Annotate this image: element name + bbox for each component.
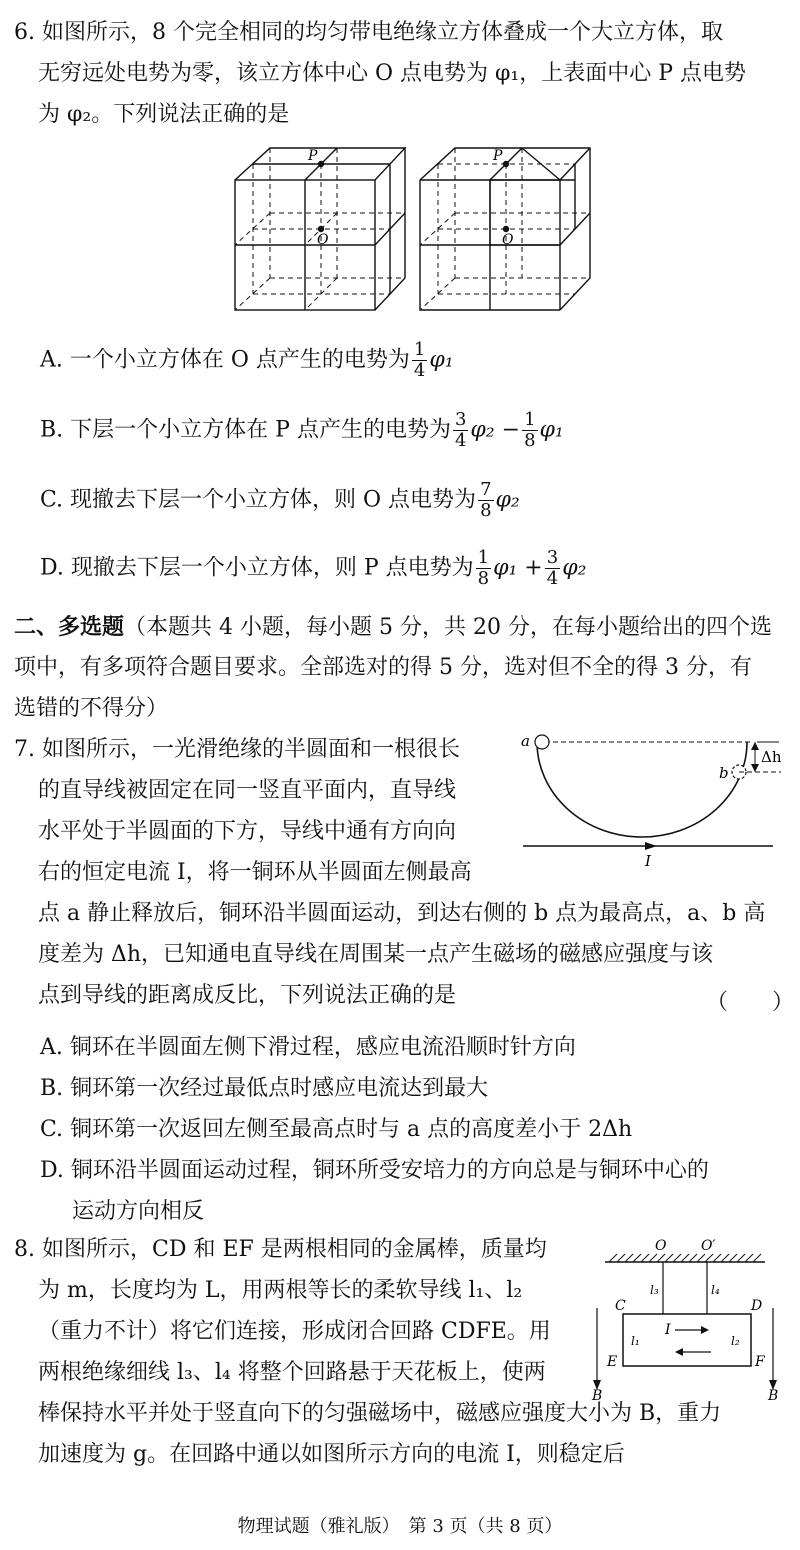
label-P-left: P (308, 148, 318, 164)
q6-cube-figure (225, 140, 595, 320)
right-cube (420, 148, 590, 310)
q8-stem-line-1: 8. 如图所示，CD 和 EF 是两根相同的金属棒，质量均 (14, 1237, 547, 1262)
q6-option-d-mid: φ₁ + (493, 555, 543, 581)
label-F: F (755, 1354, 765, 1370)
q6-stem-line-1: 6. 如图所示，8 个完全相同的均匀带电绝缘立方体叠成一个大立方体，取 (14, 20, 723, 45)
q8-stem-line-5: 棒保持水平并处于竖直向下的匀强磁场中，磁感应强度大小为 B，重力 (38, 1401, 722, 1426)
frac-den: 8 (524, 430, 536, 451)
frac-den: 8 (477, 568, 490, 589)
q7-option-d-line-2: 运动方向相反 (72, 1199, 205, 1224)
q6-option-d-fraction-1 (476, 548, 491, 589)
copper-ring-a (535, 735, 549, 749)
label-l1: l₁ (631, 1334, 640, 1348)
q8-circuit-figure (585, 1232, 790, 1402)
q8-stem-line-2: 为 m，长度均为 L，用两根等长的柔软导线 l₁、l₂ (38, 1278, 523, 1303)
q8-stem-line-4: 两根绝缘细线 l₃、l₄ 将整个回路悬于天花板上，使两 (38, 1360, 546, 1385)
label-E: E (607, 1354, 618, 1370)
label-O-prime: O′ (701, 1238, 716, 1254)
q7-option-b: B. 铜环第一次经过最低点时感应电流达到最大 (40, 1076, 489, 1101)
q6-option-b-fraction-2 (522, 410, 537, 451)
page-footer: 物理试题（雅礼版） 第 3 页（共 8 页） (237, 1516, 563, 1537)
q6-stem-line-2: 无穷远处电势为零，该立方体中心 O 点电势为 φ₁，上表面中心 P 点电势 (38, 61, 747, 86)
q6-option-d-tail: φ₂ (562, 555, 587, 581)
label-O-left: O (317, 232, 329, 248)
q6-option-a-fraction (412, 340, 427, 381)
q8-stem-line-3: （重力不计）将它们连接，形成闭合回路 CDFE。用 (38, 1319, 551, 1344)
q7-answer-bracket: （ ） (706, 990, 795, 1015)
q6-option-d (40, 548, 586, 589)
frac-den: 4 (546, 568, 559, 589)
section-2-desc-2: 项中，有多项符合题目要求。全部选对的得 5 分，选对但不全的得 3 分，有 (14, 655, 752, 680)
label-l3: l₃ (650, 1283, 659, 1297)
q7-stem-line-3: 水平处于半圆面的下方，导线中通有方向向 (38, 819, 457, 844)
q6-stem-line-3: 为 φ₂。下列说法正确的是 (38, 102, 290, 127)
frac-num: 1 (477, 547, 490, 568)
q6-option-b-mid: φ₂ − (470, 417, 521, 443)
label-B-left: B (592, 1388, 603, 1402)
frac-den: 4 (413, 360, 426, 381)
q8-stem-line-6: 加速度为 g。在回路中通以如图所示方向的电流 I，则稳定后 (38, 1442, 625, 1467)
q7-stem-line-1: 7. 如图所示，一光滑绝缘的半圆面和一根很长 (14, 737, 460, 762)
q7-stem-line-2: 的直导线被固定在同一竖直平面内，直导线 (38, 778, 457, 803)
q6-option-d-fraction-2 (545, 548, 560, 589)
frac-num: 3 (454, 409, 467, 430)
q7-stem-line-5: 点 a 静止释放后，铜环沿半圆面运动，到达右侧的 b 点为最高点，a、b 高 (38, 901, 766, 926)
frac-num: 1 (413, 339, 426, 360)
q6-option-c-tail: φ₂ (495, 487, 520, 513)
label-current-I: I (645, 852, 651, 870)
label-b: b (719, 764, 729, 782)
q6-option-b (40, 410, 564, 451)
label-P-right: P (493, 148, 503, 164)
label-delta-h: Δh (761, 748, 782, 766)
q6-option-b-tail: φ₁ (539, 417, 564, 443)
q7-stem-line-7: 点到导线的距离成反比，下列说法正确的是 (38, 983, 457, 1008)
q7-semicircle-figure (515, 728, 795, 878)
label-C: C (615, 1298, 626, 1314)
q7-stem-line-6: 度差为 Δh，已知通电直导线在周围某一点产生磁场的磁感应强度与该 (38, 942, 714, 967)
frac-num: 7 (480, 479, 492, 500)
section-2-desc-1: （本题共 4 小题，每小题 5 分，共 20 分，在每小题给出的四个选 (124, 615, 772, 640)
label-O-right: O (502, 232, 514, 248)
q6-option-c-fraction (478, 480, 493, 521)
left-cube (235, 148, 405, 310)
label-B-right: B (768, 1388, 779, 1402)
label-l4: l₄ (711, 1283, 720, 1297)
section-2-title: 二、多选题 (14, 614, 125, 640)
frac-num: 1 (524, 409, 536, 430)
label-a: a (521, 732, 530, 750)
section-2-header (14, 612, 800, 643)
label-l2: l₂ (731, 1334, 740, 1348)
q6-option-b-text: B. 下层一个小立方体在 P 点产生的电势为 (40, 417, 451, 443)
q7-option-a: A. 铜环在半圆面左侧下滑过程，感应电流沿顺时针方向 (40, 1035, 576, 1060)
q6-option-a-tail: φ₁ (429, 347, 454, 373)
label-current-I: I (665, 1322, 671, 1338)
label-D: D (751, 1298, 763, 1314)
q6-option-d-text: D. 现撤去下层一个小立方体，则 P 点电势为 (40, 555, 474, 581)
q6-option-c (40, 480, 520, 521)
frac-den: 4 (454, 430, 467, 451)
section-2-desc-3: 选错的不得分） (14, 696, 169, 721)
q7-stem-line-4: 右的恒定电流 I，将一铜环从半圆面左侧最高 (38, 860, 472, 885)
q6-option-b-fraction-1 (453, 410, 468, 451)
frac-num: 3 (546, 547, 559, 568)
q7-option-d-line-1: D. 铜环沿半圆面运动过程，铜环所受安培力的方向总是与铜环中心的 (40, 1158, 709, 1183)
q6-option-a (40, 340, 454, 381)
q6-option-a-text: A. 一个小立方体在 O 点产生的电势为 (40, 347, 410, 373)
label-O: O (655, 1238, 667, 1254)
frac-den: 8 (480, 500, 492, 521)
q7-option-c: C. 铜环第一次返回左侧至最高点时与 a 点的高度差小于 2Δh (40, 1117, 633, 1142)
q6-option-c-text: C. 现撤去下层一个小立方体，则 O 点电势为 (40, 487, 477, 513)
